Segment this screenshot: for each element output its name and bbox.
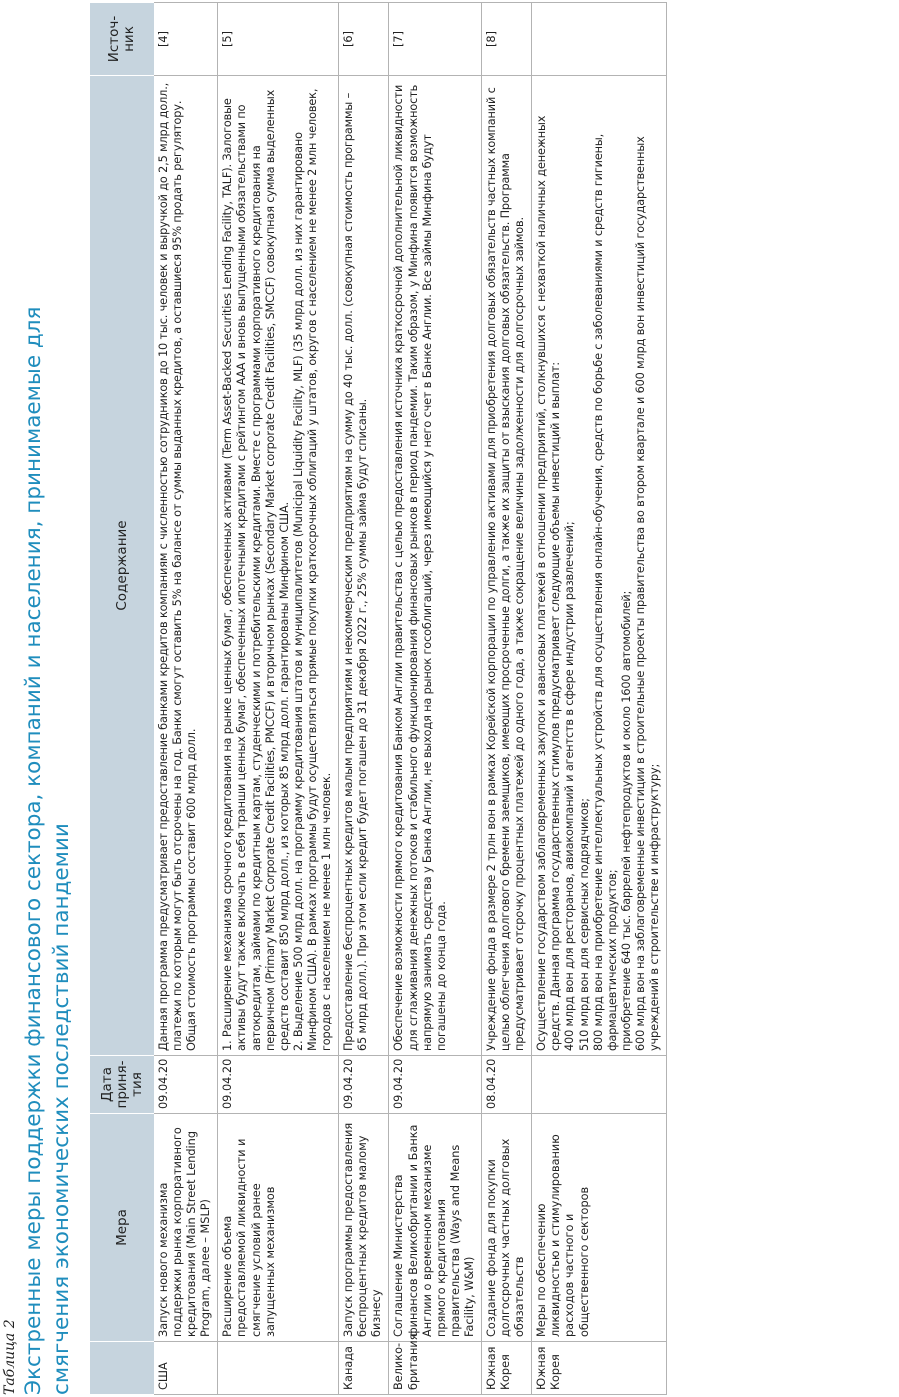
table-header-row — [90, 3, 154, 1395]
header-source: Источ-ник — [90, 3, 154, 76]
table-row — [532, 3, 667, 1395]
cell-date: 09.04.20 — [218, 1056, 339, 1114]
header-content: Содержание — [90, 76, 154, 1056]
cell-measure: Запуск нового механизма поддержки рынка корпоративного кредитования (Main Street Lending Program, далее – MSLP) — [154, 1114, 218, 1342]
cell-date: 09.04.20 — [154, 1056, 218, 1114]
cell-source: [7] — [389, 3, 482, 76]
cell-content: Осуществление государством заблаговременных закупок и авансовых платежей в отношении предприятий, столкнувшихся с нехваткой наличных денежных средств. Данная программа государственных стимулов предусматривает следующие объемы инвестиций и выплат: 400 млрд вон для ресторанов, авиакомпаний и агентств в сфере индустрии развлечений; 510 млрд вон для сервисных подрядчиков; 800 млрд вон на приобретение интеллектуальных устройств для осуществления онлайн-обучения, средств по борьбе с заболеваниями и средств гигиены, фармацевтических продуктов; приобретение 640 тыс. баррелей нефтепродуктов и около 1600 автомобилей; 600 млрд вон на заблаговременные инвестиции в строительные проекты правительства во втором квартале и 600 млрд вон инвестиций государственных учреждений в строительстве и инфраструктуру; — [532, 76, 667, 1056]
cell-content: Учреждение фонда в размере 2 трлн вон в рамках Корейской корпорации по управлению активами для приобретения долговых обязательств частных компаний с целью облегчения долгового бремени заемщиков, имеющих просроченные долги, а также их защиты от взыскания долговых обязательств. Программа предусматривает отсрочку процентных платежей до одного года, а также сокращение величины задолженности для долгосрочных займов. — [481, 76, 531, 1056]
table-row — [218, 3, 339, 1395]
table-row — [339, 3, 389, 1395]
cell-date: 08.04.20 — [481, 1056, 531, 1114]
header-measure: Мера — [90, 1114, 154, 1342]
cell-date — [532, 1056, 667, 1114]
cell-measure: Соглашение Министерства финансов Великобритании и Банка Англии о временном механизме прямого кредитования правительства (Ways and Means Facility, W&M) — [389, 1114, 482, 1342]
table-number-label: Таблица 2 — [2, 1319, 18, 1395]
cell-measure: Запуск программы предоставления беспроцентных кредитов малому бизнесу — [339, 1114, 389, 1342]
table-row — [389, 3, 482, 1395]
cell-country: Велико-британия — [389, 1342, 482, 1395]
table-row — [481, 3, 531, 1395]
cell-date: 09.04.20 — [339, 1056, 389, 1114]
cell-content: 1. Расширение механизма срочного кредитования на рынке ценных бумаг, обеспеченных активами (Term Asset-Backed Securities Lending Facility, TALF). Залоговые активы будут также включать в себя транши ценных бумаг, обеспеченных ипотечными кредитами с рейтингом ААА и вновь выпущенными обязательствами по автокредитам, займами по кредитным картам, студенческими и потребительскими кредитами. Вместе с программами корпоративного кредитования на первичном (Primary Market Corporate Credit Facilities, PMCCF) и вторичном рынках (Secondary Market corporate Credit Facilities, SMCCF) совокупная сумма выделенных средств составит 850 млрд долл., из которых 85 млрд долл. гарантированы Минфином США. 2. Выделение 500 млрд долл. на программу кредитования штатов и муниципалитетов (Municipal Liquidity Facility, MLF) (35 млрд долл. из них гарантировано Минфином США). В рамках программы будут осуществляться прямые покупки краткосрочных облигаций у штатов, округов с населением не менее 2 млн человек, городов с населением не менее 1 млн человек. — [218, 76, 339, 1056]
header-country — [90, 1342, 154, 1395]
cell-content: Данная программа предусматривает предоставление банками кредитов компаниям с численностью сотрудников до 10 тыс. человек и выручкой до 2,5 млрд долл., платежи по которым могут быть отсрочены на год. Банки смогут оставить 5% на балансе от суммы выданных кредитов, а оставшиеся 95% продать регулятору. Общая стоимость программы составит 600 млрд долл. — [154, 76, 218, 1056]
cell-source: [5] — [218, 3, 339, 76]
measures-table — [90, 2, 667, 1395]
cell-country: Южная Корея — [481, 1342, 531, 1395]
table-title: Экстренные меры поддержки финансового сектора, компаний и населения, принимаемые для смягчения экономических последствий пандемии — [21, 306, 74, 1395]
cell-content: Обеспечение возможности прямого кредитования Банком Англии правительства с целью предоставления источника краткосрочной дополнительной ликвидности для сглаживания денежных потоков и стабильного функционирования финансовых рынков в период пандемии. Таким образом, у Минфина появится возможность напрямую занимать средства у Банка Англии, не выходя на рынок гособлигаций, через имеющийся у него счет в Банке Англии. Все займы Минфина будут погашены до конца года. — [389, 76, 482, 1056]
cell-measure: Меры по обеспечению ликвидностью и стимулированию расходов частного и общественного секторов — [532, 1114, 667, 1342]
header-date: Дата приня-тия — [90, 1056, 154, 1114]
cell-source: [4] — [154, 3, 218, 76]
cell-content: Предоставление беспроцентных кредитов малым предприятиям и некоммерческим предприятиям на сумму до 40 тыс. долл. (совокупная стоимость программы – 65 млрд долл.). При этом если кредит будет погашен до 31 декабря 2022 г., 25% суммы займа будут списаны. — [339, 76, 389, 1056]
cell-country — [218, 1342, 339, 1395]
cell-measure: Расширение объема предоставляемой ликвидности и смягчение условий ранее запущенных механизмов — [218, 1114, 339, 1342]
cell-source — [532, 3, 667, 76]
cell-measure: Создание фонда для покупки долгосрочных частных долговых обязательств — [481, 1114, 531, 1342]
cell-country: США — [154, 1342, 218, 1395]
cell-date: 09.04.20 — [389, 1056, 482, 1114]
cell-source: [6] — [339, 3, 389, 76]
cell-country: Канада — [339, 1342, 389, 1395]
cell-source: [8] — [481, 3, 531, 76]
table-row — [154, 3, 218, 1395]
cell-country: Южная Корея — [532, 1342, 667, 1395]
